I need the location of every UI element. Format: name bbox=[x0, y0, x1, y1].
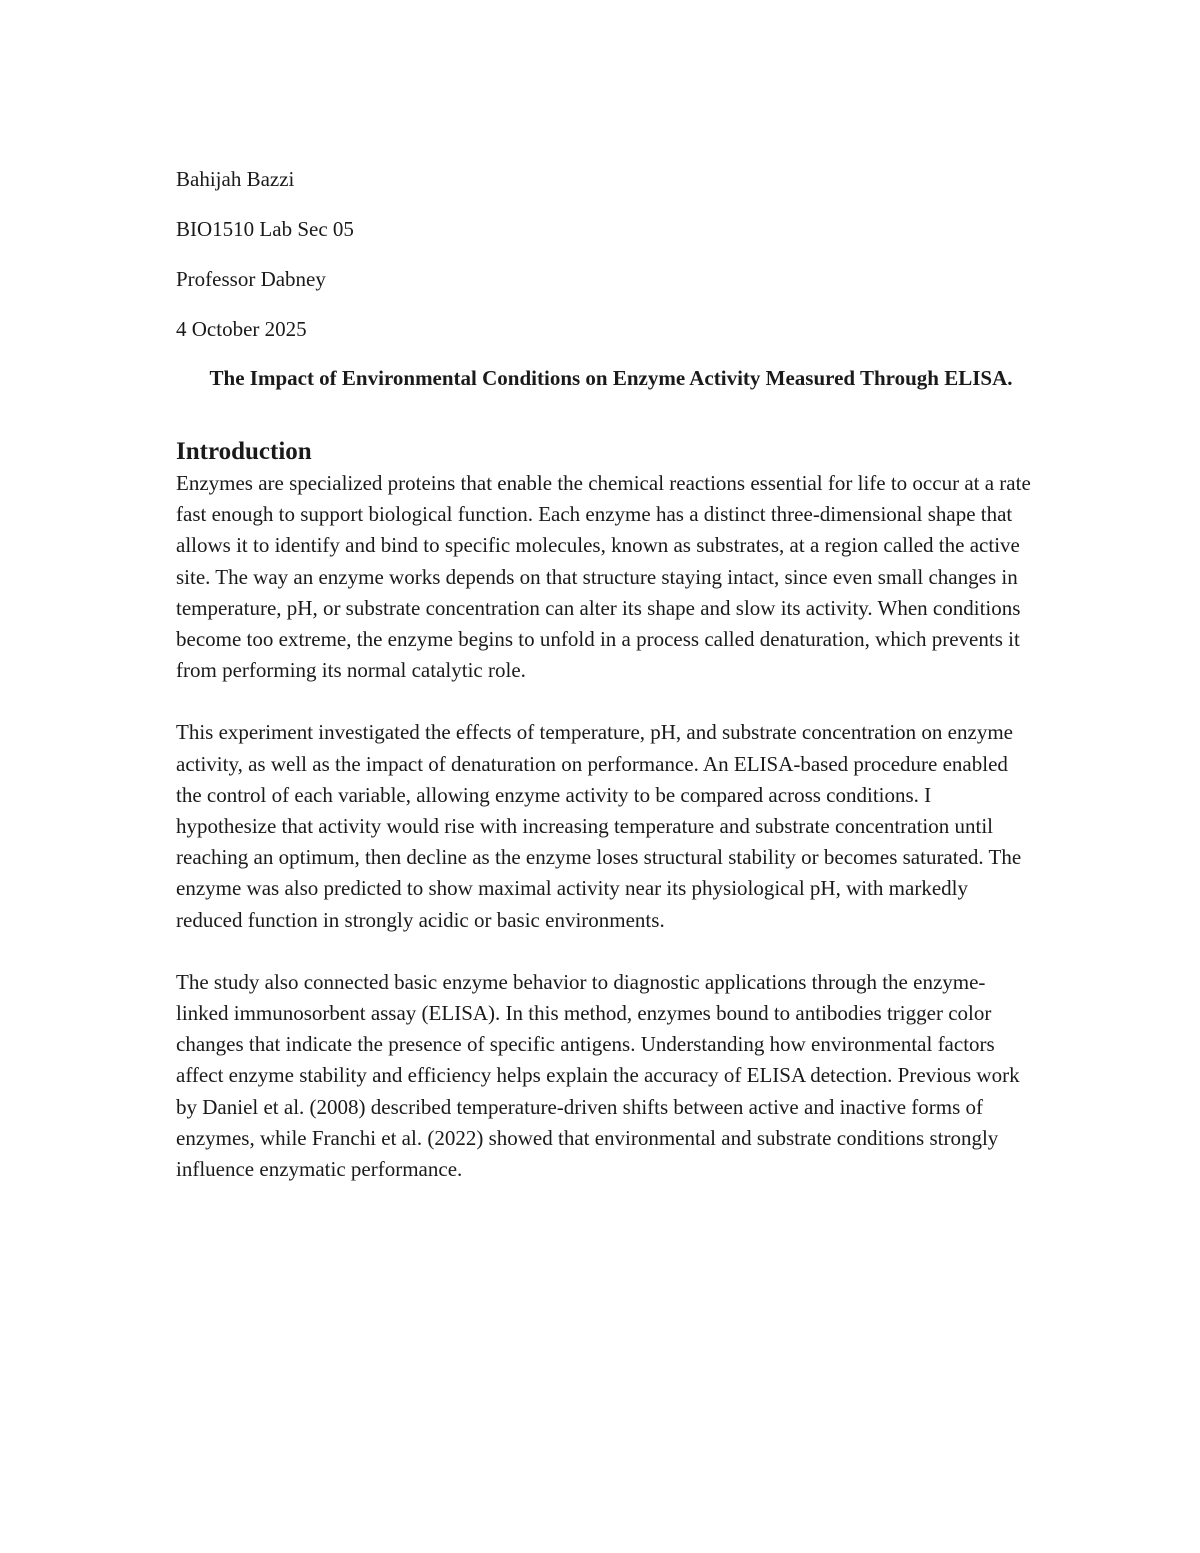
body-paragraph: This experiment investigated the effects of temperature, pH, and substrate concentration on enzyme activity, as well as the impact of denaturation on performance. An ELISA-based procedure enabled the control of each variable, allowing enzyme activity to be compared across conditions. I hypothesize that activity would rise with increasing temperature and substrate concentration until reaching an optimum, then decline as the enzyme loses structural stability or becomes saturated. The enzyme was also predicted to show maximal activity near its physiological pH, with markedly reduced function in strongly acidic or basic environments. bbox=[176, 720, 1022, 932]
document-title: The Impact of Environmental Conditions on Enzyme Activity Measured Through ELISA. bbox=[209, 366, 1013, 390]
body-paragraph: Enzymes are specialized proteins that enable the chemical reactions essential for life to occur at a rate fast enough to support biological function. Each enzyme has a distinct three-dimensional shape that allows it to identify and bind to specific molecules, known as substrates, at a region called the active site. The way an enzyme works depends on that structure staying intact, since even small changes in temperature, pH, or substrate concentration can alter its shape and slow its activity. When conditions become too extreme, the enzyme begins to unfold in a process called denaturation, which prevents it from performing its normal catalytic role. bbox=[176, 471, 1031, 683]
course-section: BIO1510 Lab Sec 05 bbox=[176, 217, 354, 241]
body-paragraph: The study also connected basic enzyme behavior to diagnostic applications through the enzyme-linked immunosorbent assay (ELISA). In this method, enzymes bound to antibodies trigger color changes that indicate the presence of specific antigens. Understanding how environmental factors affect enzyme stability and efficiency helps explain the accuracy of ELISA detection. Previous work by Daniel et al. (2008) described temperature-driven shifts between active and inactive forms of enzymes, while Franchi et al. (2022) showed that environmental and substrate conditions strongly influence enzymatic performance. bbox=[176, 969, 1020, 1182]
document-date: 4 October 2025 bbox=[176, 317, 307, 341]
document-page bbox=[176, 164, 1036, 1216]
author-name: Bahijah Bazzi bbox=[176, 167, 295, 191]
section-heading-introduction: Introduction bbox=[176, 438, 312, 465]
professor-name: Professor Dabney bbox=[176, 267, 326, 291]
